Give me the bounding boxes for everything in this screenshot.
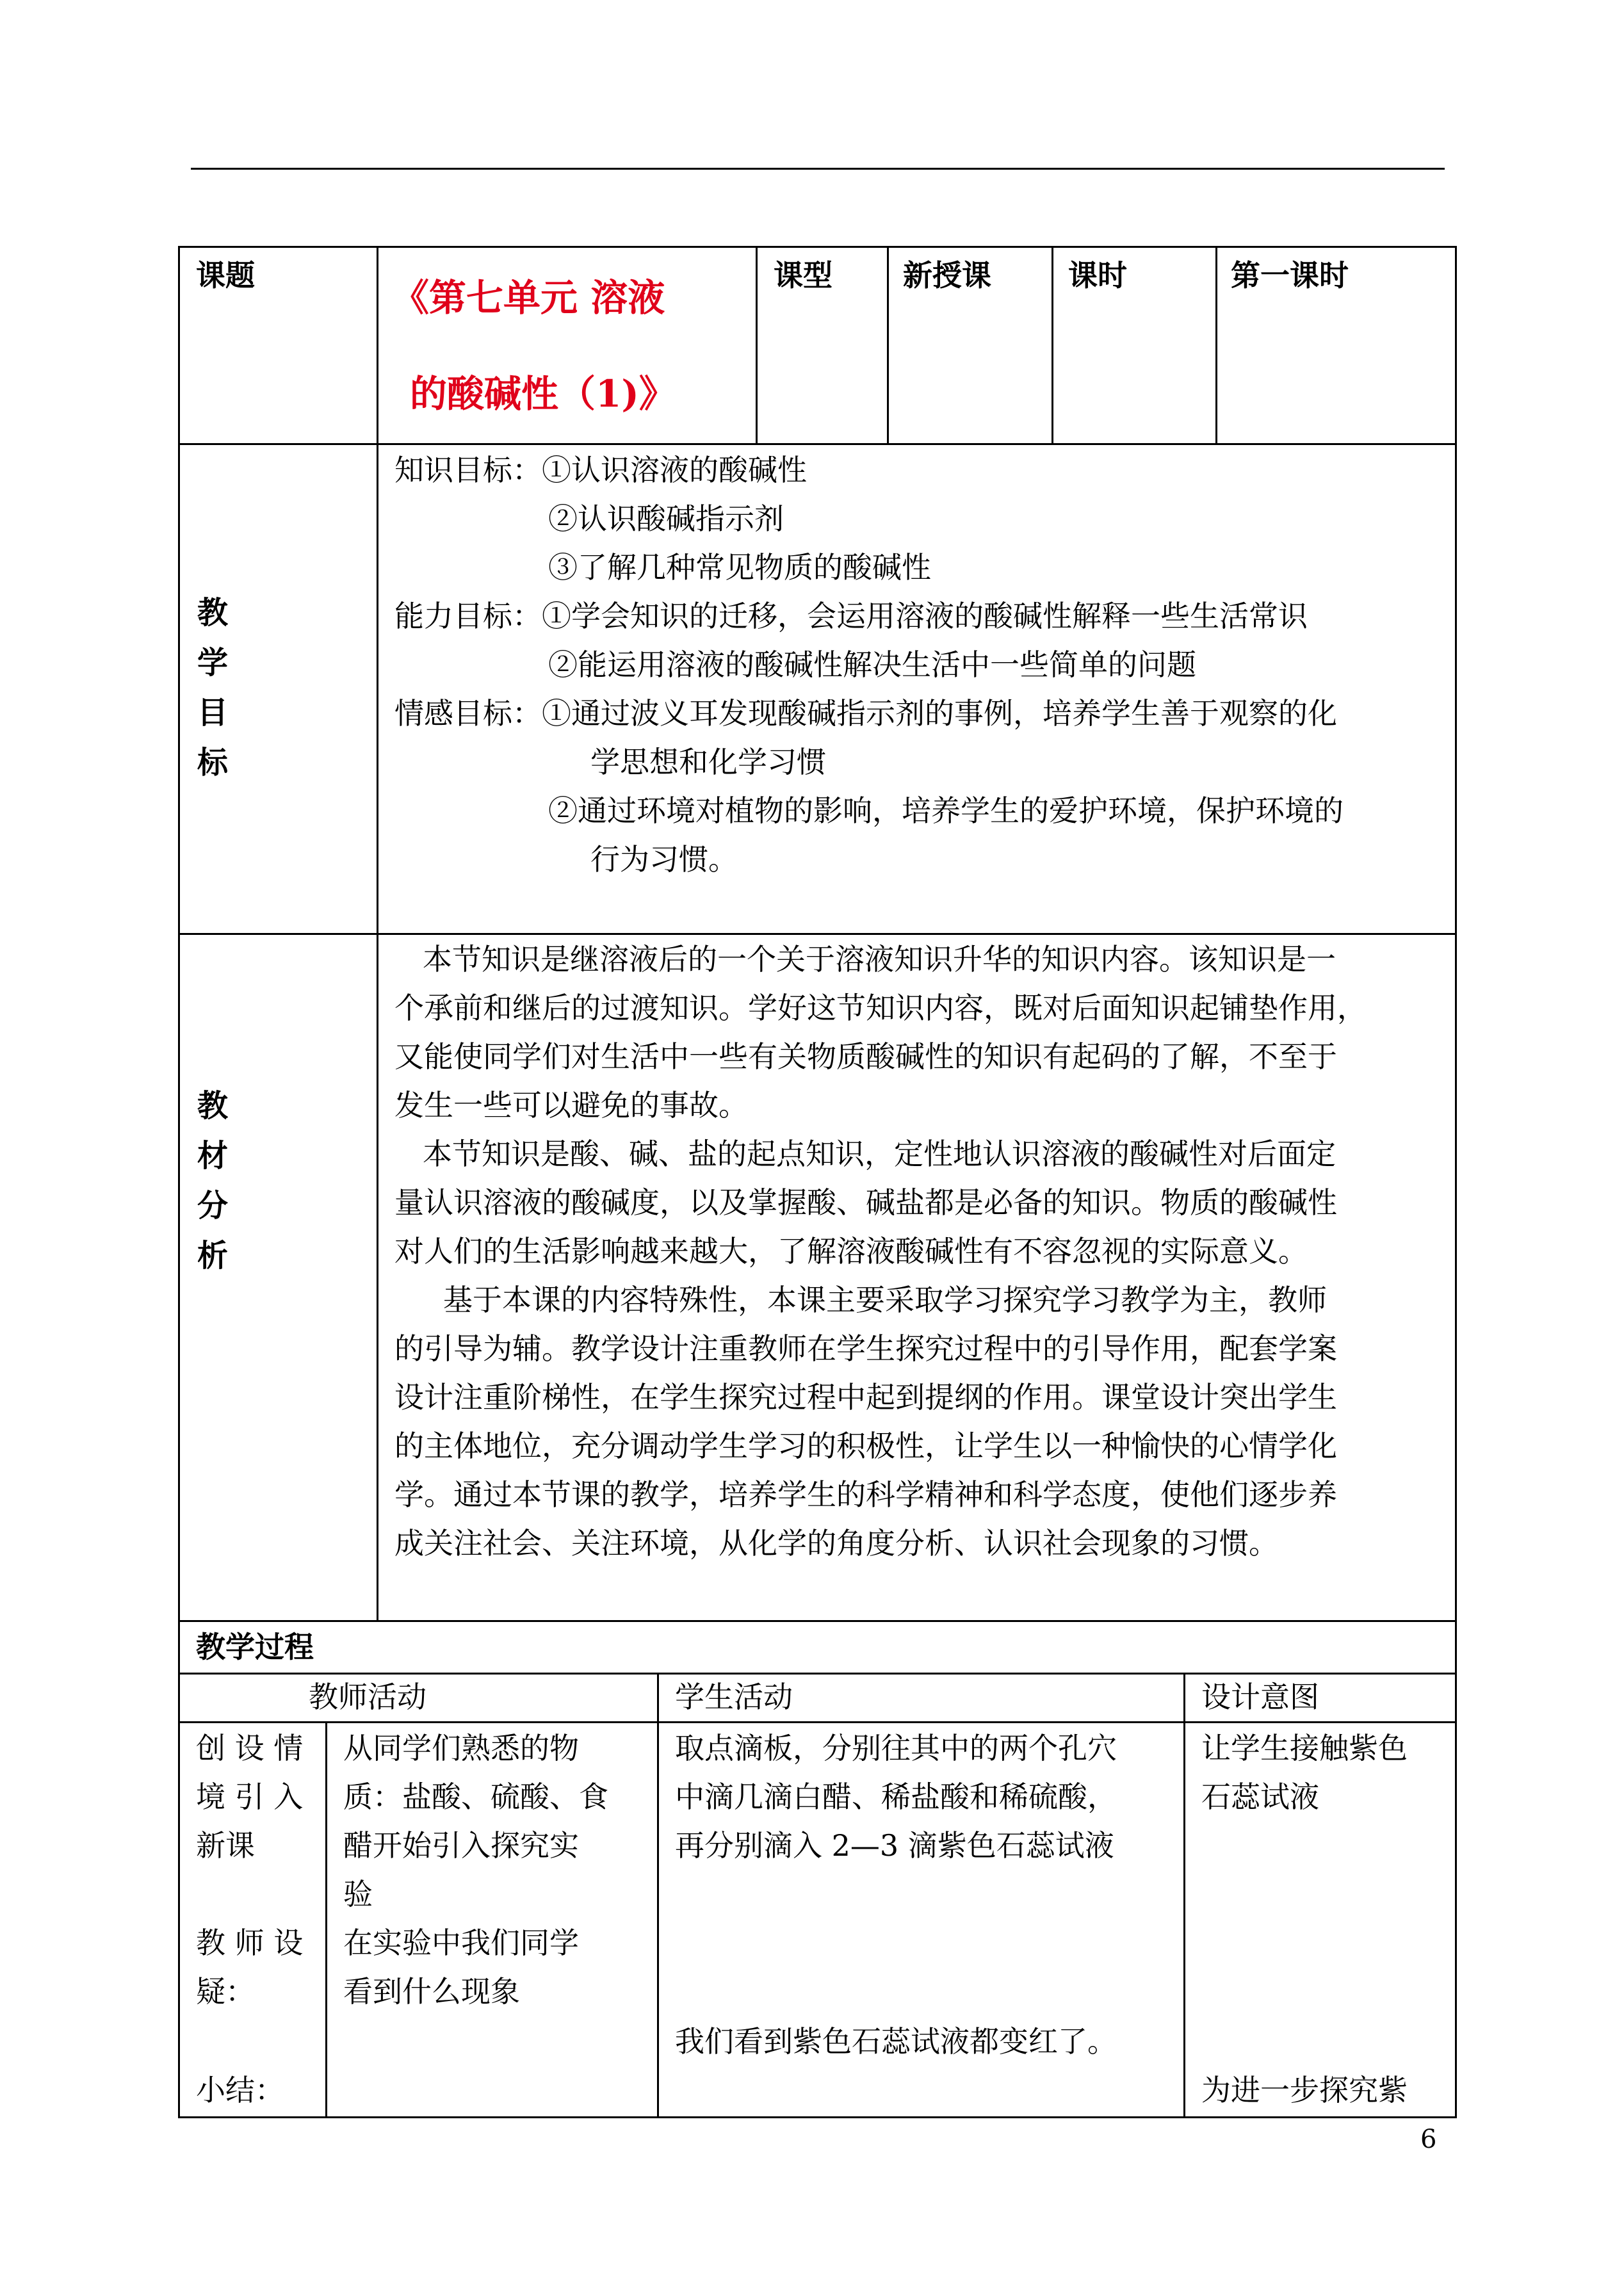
table-row-divider bbox=[178, 1620, 1457, 1622]
table-row-divider bbox=[178, 1721, 1457, 1723]
stage-label: 新课 bbox=[196, 1828, 255, 1863]
student-activity-line: 再分别滴入 2—3 滴紫色石蕊试液 bbox=[675, 1828, 1114, 1863]
teacher-activity-line: 从同学们熟悉的物 bbox=[343, 1731, 579, 1765]
analysis-line: 本节知识是继溶液后的一个关于溶液知识升华的知识内容。该知识是一 bbox=[423, 942, 1336, 977]
analysis-line: 本节知识是酸、碱、盐的起点知识，定性地认识溶液的酸碱性对后面定 bbox=[423, 1137, 1336, 1171]
student-activity-line: 我们看到紫色石蕊试液都变红了。 bbox=[675, 2024, 1117, 2059]
design-intent-line: 石蕊试液 bbox=[1201, 1780, 1319, 1814]
objective-line: ③了解几种常见物质的酸碱性 bbox=[548, 550, 931, 585]
student-activity-line: 取点滴板，分别往其中的两个孔穴 bbox=[675, 1731, 1117, 1765]
table-border-left bbox=[178, 246, 180, 2118]
stage-label: 疑： bbox=[196, 1974, 255, 2009]
objective-line: ②能运用溶液的酸碱性解决生活中一些简单的问题 bbox=[548, 647, 1196, 682]
stage-label: 创 设 情 bbox=[196, 1731, 304, 1765]
teacher-activity-line: 验 bbox=[343, 1877, 373, 1911]
objective-line: ②通过环境对植物的影响，培养学生的爱护环境，保护环境的 bbox=[548, 793, 1344, 828]
design-intent-line: 为进一步探究紫 bbox=[1201, 2073, 1408, 2107]
table-row-divider bbox=[178, 443, 1457, 445]
page-number: 6 bbox=[1420, 2125, 1437, 2154]
col-header-intent: 设计意图 bbox=[1201, 1680, 1319, 1714]
objective-line: ②认识酸碱指示剂 bbox=[548, 501, 784, 536]
col-divider bbox=[657, 1673, 659, 2118]
process-title: 教学过程 bbox=[196, 1630, 314, 1664]
objectives-side-label: 教 学 目 标 bbox=[197, 595, 228, 781]
analysis-line: 的引导为辅。教学设计注重教师在学生探究过程中的引导作用，配套学案 bbox=[394, 1331, 1337, 1366]
col-divider bbox=[756, 246, 758, 445]
table-border-top bbox=[178, 246, 1457, 248]
col-divider bbox=[1215, 246, 1217, 445]
lesson-period-label: 课时 bbox=[1068, 258, 1127, 293]
student-activity-line: 中滴几滴白醋、稀盐酸和稀硫酸， bbox=[675, 1780, 1117, 1814]
header-rule bbox=[191, 168, 1445, 170]
design-intent-line: 让学生接触紫色 bbox=[1201, 1731, 1408, 1765]
analysis-line: 的主体地位，充分调动学生学习的积极性，让学生以一种愉快的心情学化 bbox=[394, 1429, 1337, 1463]
analysis-line: 量认识溶液的酸碱度，以及掌握酸、碱盐都是必备的知识。物质的酸碱性 bbox=[394, 1185, 1337, 1220]
analysis-line: 个承前和继后的过渡知识。学好这节知识内容，既对后面知识起铺垫作用， bbox=[394, 991, 1367, 1025]
stage-label: 小结： bbox=[196, 2073, 284, 2107]
objective-line: 情感目标：①通过波义耳发现酸碱指示剂的事例，培养学生善于观察的化 bbox=[394, 696, 1337, 731]
col-divider bbox=[325, 1721, 327, 2118]
analysis-line: 又能使同学们对生活中一些有关物质酸碱性的知识有起码的了解，不至于 bbox=[394, 1039, 1337, 1074]
teacher-activity-line: 在实验中我们同学 bbox=[343, 1926, 579, 1960]
objective-line: 能力目标：①学会知识的迁移，会运用溶液的酸碱性解释一些生活常识 bbox=[394, 599, 1308, 633]
analysis-side-label: 教 材 分 析 bbox=[197, 1088, 228, 1274]
analysis-line: 基于本课的内容特殊性，本课主要采取学习探究学习教学为主，教师 bbox=[443, 1283, 1327, 1317]
col-header-teacher: 教师活动 bbox=[309, 1680, 426, 1714]
stage-label: 境 引 入 bbox=[196, 1780, 304, 1814]
lesson-title-line2: 的酸碱性（1)》 bbox=[410, 372, 676, 416]
objective-line: 知识目标：①认识溶液的酸碱性 bbox=[394, 453, 807, 487]
analysis-line: 发生一些可以避免的事故。 bbox=[394, 1088, 748, 1123]
stage-label: 教 师 设 bbox=[196, 1926, 304, 1960]
col-divider bbox=[1183, 1673, 1185, 2118]
objective-line: 行为习惯。 bbox=[590, 842, 738, 877]
col-divider bbox=[377, 246, 378, 935]
col-divider bbox=[887, 246, 889, 445]
col-divider bbox=[377, 933, 378, 1622]
course-topic-label: 课题 bbox=[196, 258, 255, 293]
teacher-activity-line: 看到什么现象 bbox=[343, 1974, 520, 2009]
table-border-right bbox=[1455, 246, 1457, 2118]
analysis-line: 学。通过本节课的教学，培养学生的科学精神和科学态度，使他们逐步养 bbox=[394, 1477, 1337, 1512]
lesson-type-value: 新授课 bbox=[903, 258, 991, 293]
teacher-activity-line: 醋开始引入探究实 bbox=[343, 1828, 579, 1863]
col-divider bbox=[1052, 246, 1053, 445]
teacher-activity-line: 质：盐酸、硫酸、食 bbox=[343, 1780, 608, 1814]
lesson-period-value: 第一课时 bbox=[1231, 258, 1349, 293]
analysis-line: 对人们的生活影响越来越大，了解溶液酸碱性有不容忽视的实际意义。 bbox=[394, 1234, 1308, 1269]
objective-line: 学思想和化学习惯 bbox=[590, 745, 826, 779]
lesson-title-line1: 《第七单元 溶液 bbox=[392, 276, 665, 320]
lesson-type-label: 课型 bbox=[774, 258, 832, 293]
analysis-line: 设计注重阶梯性，在学生探究过程中起到提纲的作用。课堂设计突出学生 bbox=[394, 1380, 1337, 1415]
col-header-student: 学生活动 bbox=[675, 1680, 793, 1714]
analysis-line: 成关注社会、关注环境，从化学的角度分析、认识社会现象的习惯。 bbox=[394, 1526, 1278, 1561]
table-border-bottom bbox=[178, 2116, 1457, 2118]
